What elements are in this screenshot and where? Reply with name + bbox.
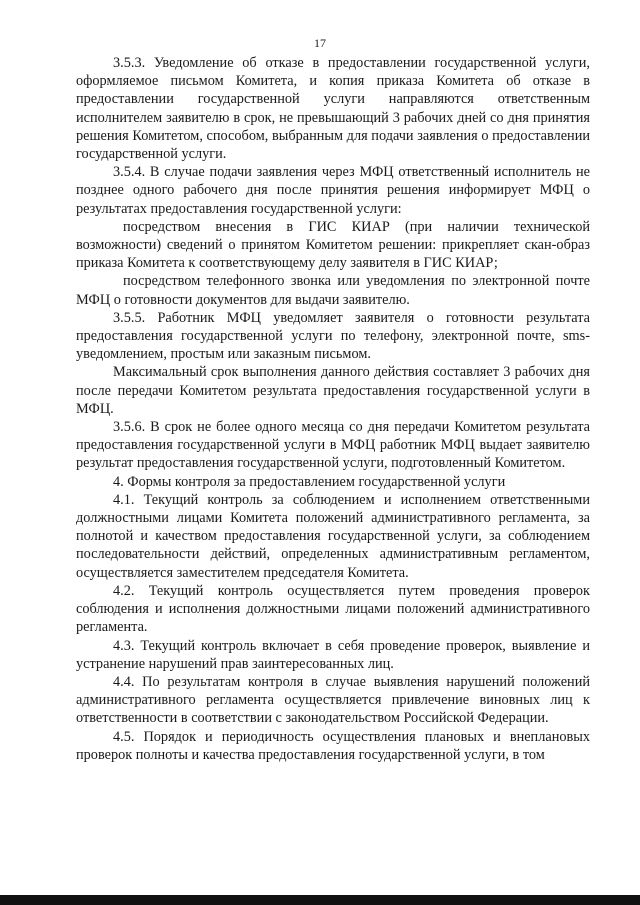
list-item-phone-email: посредством телефонного звонка или уведомления по электронной почте МФЦ о готовности документов для выдачи заявителю. [76,273,590,308]
paragraph-4-3: 4.3. Текущий контроль включает в себя проведение проверок, выявление и устранение нарушений прав заинтересованных лиц. [76,637,590,672]
paragraph-3-5-4: 3.5.4. В случае подачи заявления через МФЦ ответственный исполнитель не позднее одного рабочего дня после принятия решения информирует МФЦ о результатах предоставления государственной услуги: [76,164,590,217]
scan-bottom-edge [0,895,640,905]
page-number: 17 [314,36,326,50]
paragraph-3-5-6: 3.5.6. В срок не более одного месяца со дня передачи Комитетом результата предоставления государственной услуги в МФЦ работник МФЦ выдает заявителю результат предоставления государственной услуги, подготовленный Комитетом. [76,419,590,472]
paragraph-4-5: 4.5. Порядок и периодичность осуществления плановых и внеплановых проверок полноты и качества предоставления государственной услуги, в том [76,728,590,763]
paragraph-3-5-3: 3.5.3. Уведомление об отказе в предоставлении государственной услуги, оформляемое письмом Комитета, и копия приказа Комитета об отказе в предоставлении государственной услуги направляются ответственным исполнителем заявителю в срок, не превышающий 3 рабочих дней со дня принятия решения Комитетом, способом, выбранным для подачи заявления о предоставлении государственной услуги. [76,55,590,163]
document-body [76,54,590,764]
paragraph-max-term: Максимальный срок выполнения данного действия составляет 3 рабочих дня после передачи Комитетом результата предоставления государственной услуги в МФЦ. [76,364,590,417]
paragraph-4-4: 4.4. По результатам контроля в случае выявления нарушений положений административного регламента осуществляется привлечение виновных лиц к ответственности в соответствии с законодательством Российской Федерации. [76,673,590,727]
paragraph-4-2: 4.2. Текущий контроль осуществляется путем проведения проверок соблюдения и исполнения должностными лицами положений административного регламента. [76,582,590,636]
list-item-gis-kiar: посредством внесения в ГИС КИАР (при наличии технической возможности) сведений о принятом Комитетом решении: прикрепляет скан-образ приказа Комитета к соответствующему делу заявителя в ГИС КИАР; [76,218,590,272]
paragraph-4-1: 4.1. Текущий контроль за соблюдением и исполнением ответственными должностными лицами Комитета положений административного регламента, за полнотой и качеством предоставления государственной услуги, за соблюдением последовательности действий, определенных административным регламентом, осуществляется заместителем председателя Комитета. [76,491,590,581]
paragraph-3-5-5: 3.5.5. Работник МФЦ уведомляет заявителя о готовности результата предоставления государственной услуги по телефону, электронной почте, sms-уведомлением, простым или заказным письмом. [76,309,590,363]
section-heading: 4. Формы контроля за предоставлением государственной услуги [113,473,506,490]
